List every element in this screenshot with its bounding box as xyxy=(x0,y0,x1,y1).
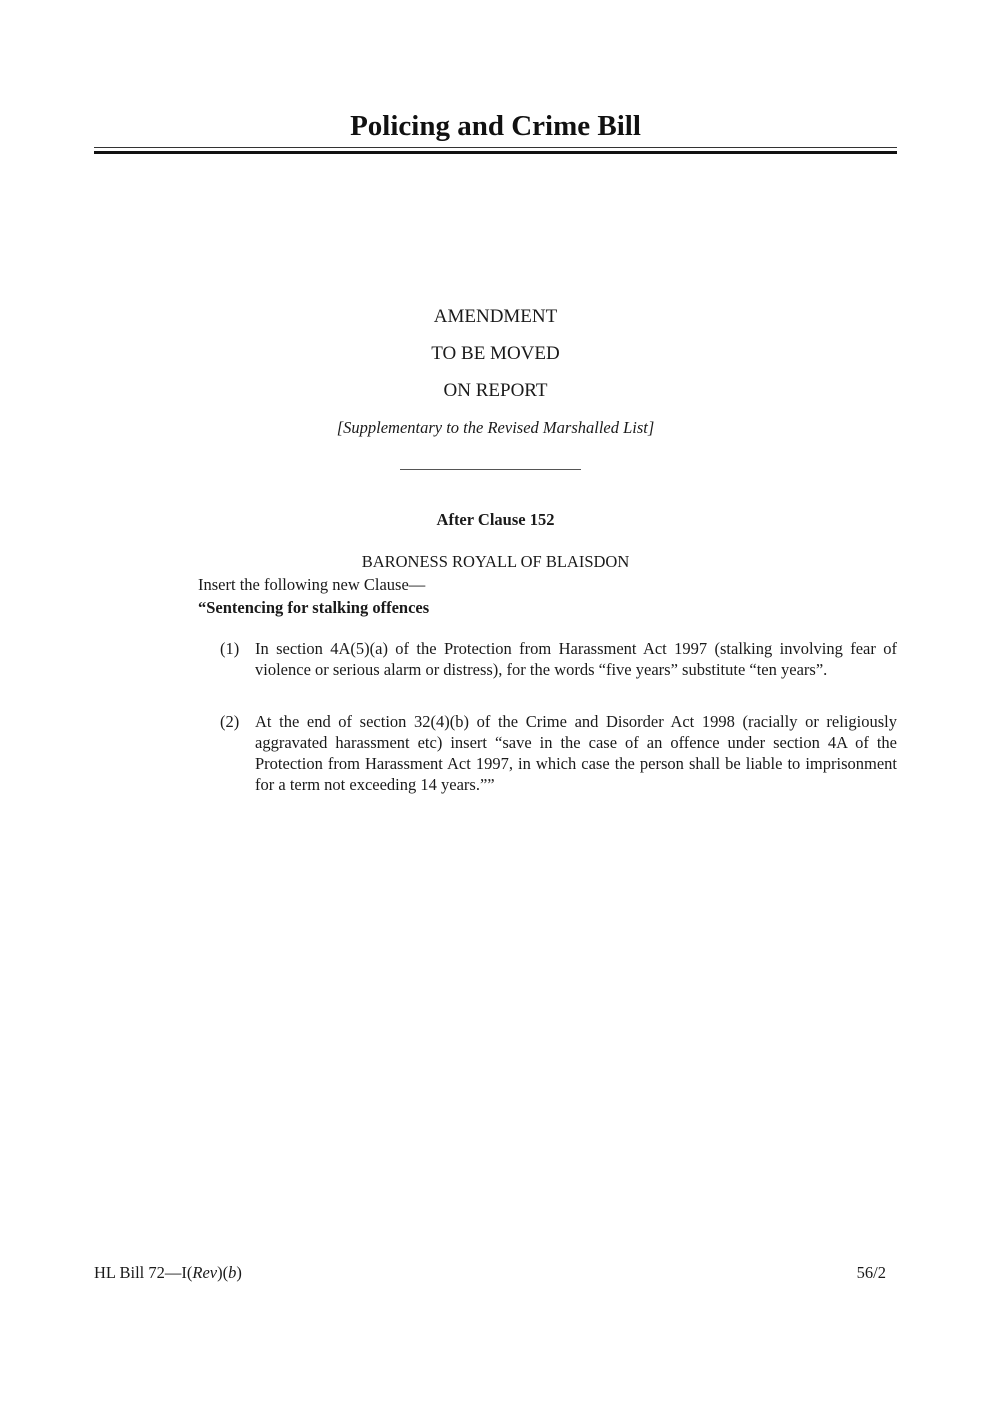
bill-ref-rev: Rev xyxy=(192,1263,218,1282)
bill-ref-mid: )( xyxy=(217,1263,229,1282)
paragraph-text: In section 4A(5)(a) of the Protection from Harassment Act 1997 (stalking involving fear of violence or serious alarm or distress), for the words “five years” substitute “ten years”. xyxy=(255,639,897,679)
instruction-text: Insert the following new Clause— xyxy=(198,575,426,594)
paragraph-number: (2) xyxy=(220,712,240,731)
clause-title: “Sentencing for stalking offences xyxy=(198,598,430,617)
proposer-name: BARONESS ROYALL OF BLAISDON xyxy=(361,552,630,571)
footer-page-reference: 56/2 xyxy=(856,1263,886,1282)
bill-ref-prefix: HL Bill 72—I( xyxy=(94,1263,193,1282)
location-heading: After Clause 152 xyxy=(436,510,555,529)
paragraph-number: (1) xyxy=(220,639,240,658)
paragraph-2 xyxy=(220,711,897,795)
section-divider xyxy=(400,469,581,470)
supplementary-note: [Supplementary to the Revised Marshalled List] xyxy=(336,418,655,437)
footer-bill-reference xyxy=(94,1262,242,1284)
paragraph-1 xyxy=(220,638,897,680)
header-on-report: ON REPORT xyxy=(443,380,548,401)
document-title: Policing and Crime Bill xyxy=(350,110,641,142)
header-amendment: AMENDMENT xyxy=(433,306,558,327)
bill-ref-suffix: ) xyxy=(236,1263,242,1282)
bill-ref-b: b xyxy=(228,1263,237,1282)
title-rule-thick xyxy=(94,151,897,154)
paragraph-text: At the end of section 32(4)(b) of the Crime and Disorder Act 1998 (racially or religiously aggravated harassment etc) insert “save in the case of an offence under section 4A of the Protection from Harassment Act 1997, in which case the person shall be liable to imprisonment for a term not exceeding 14 years.”” xyxy=(255,712,897,794)
header-to-be-moved: TO BE MOVED xyxy=(431,343,560,364)
title-rule-thin xyxy=(94,147,897,148)
